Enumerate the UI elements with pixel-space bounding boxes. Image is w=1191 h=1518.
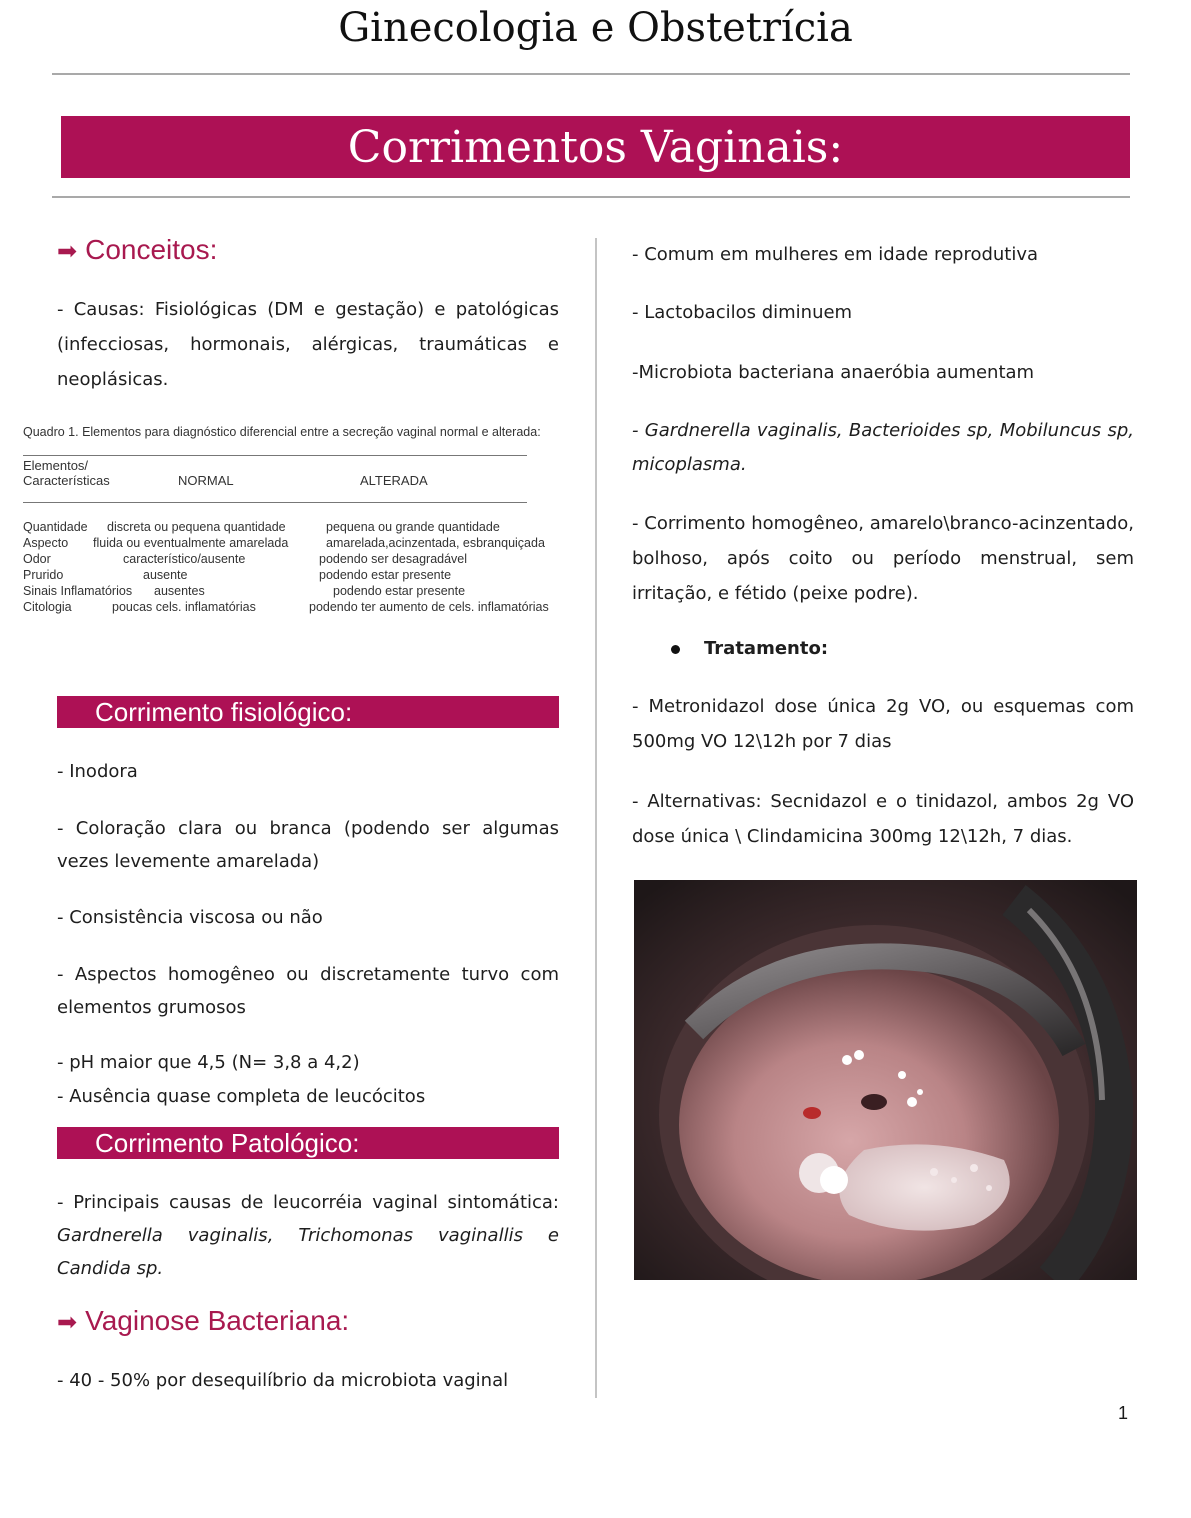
row-alterada: podendo estar presente <box>319 568 452 582</box>
arrow-right-icon: ➡ <box>57 238 78 265</box>
quadro-col-normal: NORMAL <box>178 473 234 488</box>
row-normal: discreta ou pequena quantidade <box>107 520 286 534</box>
quadro-col-alterada: ALTERADA <box>360 473 428 488</box>
quadro-header-rule <box>23 502 527 503</box>
quadro-caption: Quadro 1. Elementos para diagnóstico diferencial entre a secreção vaginal normal e alterada: <box>23 425 541 439</box>
arrow-right-icon: ➡ <box>57 1309 78 1336</box>
row-label: Prurido <box>23 568 64 582</box>
table-row <box>23 599 583 615</box>
document-title: Ginecologia e Obstetrícia <box>338 5 853 51</box>
fisiologico-item-consistencia: - Consistência viscosa ou não <box>57 907 323 928</box>
table-row <box>23 583 583 599</box>
section-heading-conceitos <box>57 234 217 266</box>
table-row <box>23 551 583 567</box>
quadro-top-rule <box>23 455 527 456</box>
fisiologico-item-ph: - pH maior que 4,5 (N= 3,8 a 4,2) <box>57 1052 360 1073</box>
fisiologico-item-leucocitos: - Ausência quase completa de leucócitos <box>57 1086 426 1107</box>
right-item-lactobacilos: - Lactobacilos diminuem <box>632 302 853 323</box>
right-corrimento-desc: - Corrimento homogêneo, amarelo\branco-acinzentado, bolhoso, após coito ou período menstrual, sem irritação, e fétido (peixe podre). <box>632 513 1134 604</box>
row-label: Citologia <box>23 600 72 614</box>
conceitos-heading: Conceitos: <box>85 234 218 265</box>
right-agents: - Gardnerella vaginalis, Bacterioides sp, Mobiluncus sp, micoplasma. <box>632 420 1134 475</box>
row-label: Odor <box>23 552 51 566</box>
table-row <box>23 519 583 535</box>
quadro-header-label <box>23 458 110 488</box>
patologico-text <box>57 1186 559 1285</box>
table-row <box>23 535 583 551</box>
row-alterada: podendo ser desagradável <box>319 552 468 566</box>
fisiologico-item-coloracao: - Coloração clara ou branca (podendo ser algumas vezes levemente amarelada) <box>57 818 559 872</box>
tratamento-item-metronidazol: - Metronidazol dose única 2g VO, ou esquemas com 500mg VO 12\12h por 7 dias <box>632 696 1134 752</box>
vaginose-heading: Vaginose Bacteriana: <box>85 1305 350 1336</box>
row-normal: poucas cels. inflamatórias <box>112 600 256 614</box>
fisiologico-item-inodora: - Inodora <box>57 761 138 782</box>
row-normal: ausente <box>143 568 188 582</box>
bullet-dot-icon <box>671 645 680 654</box>
fisiologico-heading-bar: Corrimento fisiológico: <box>57 696 559 728</box>
header-divider <box>52 73 1130 75</box>
causas-text: - Causas: Fisiológicas (DM e gestação) e patológicas (infecciosas, hormonais, alérgicas, traumáticas e neoplásicas. <box>57 299 559 390</box>
speculum-exam-image <box>634 880 1137 1280</box>
row-label: Aspecto <box>23 536 69 550</box>
row-normal: característico/ausente <box>123 552 246 566</box>
quadro-header-line1: Elementos/ <box>23 458 89 473</box>
table-row <box>23 567 583 583</box>
tratamento-heading: Tratamento: <box>704 638 829 659</box>
row-alterada: pequena ou grande quantidade <box>326 520 500 534</box>
patologico-text-prefix: - Principais causas de leucorréia vaginal sintomática: <box>57 1192 559 1213</box>
page-number: 1 <box>1118 1403 1129 1423</box>
right-item-microbiota: -Microbiota bacteriana anaeróbia aumentam <box>632 362 1035 383</box>
row-alterada: podendo estar presente <box>333 584 466 598</box>
row-alterada: amarelada,acinzentada, esbranquiçada <box>326 536 545 550</box>
row-alterada: podendo ter aumento de cels. inflamatórias <box>309 600 549 614</box>
row-label: Quantidade <box>23 520 88 534</box>
clinical-photo <box>634 880 1137 1280</box>
banner-divider <box>52 196 1130 198</box>
fisiologico-item-aspectos: - Aspectos homogêneo ou discretamente turvo com elementos grumosos <box>57 964 559 1018</box>
tratamento-item-alternativas: - Alternativas: Secnidazol e o tinidazol, ambos 2g VO dose única \ Clindamicina 300mg 12\12h, 7 dias. <box>632 791 1134 847</box>
row-normal: ausentes <box>154 584 205 598</box>
topic-banner: Corrimentos Vaginais: <box>61 116 1130 178</box>
patologico-agents: Gardnerella vaginalis, Trichomonas vaginallis e Candida sp. <box>57 1225 559 1279</box>
column-divider <box>595 238 597 1398</box>
patologico-heading-bar: Corrimento Patológico: <box>57 1127 559 1159</box>
quadro-body <box>23 519 583 615</box>
row-label: Sinais Inflamatórios <box>23 584 133 598</box>
vaginose-item: - 40 - 50% por desequilíbrio da microbiota vaginal <box>57 1370 509 1391</box>
row-normal: fluida ou eventualmente amarelada <box>93 536 289 550</box>
quadro-header-line2: Características <box>23 473 110 488</box>
right-item-idade: - Comum em mulheres em idade reprodutiva <box>632 244 1039 265</box>
section-heading-vaginose <box>57 1305 349 1337</box>
